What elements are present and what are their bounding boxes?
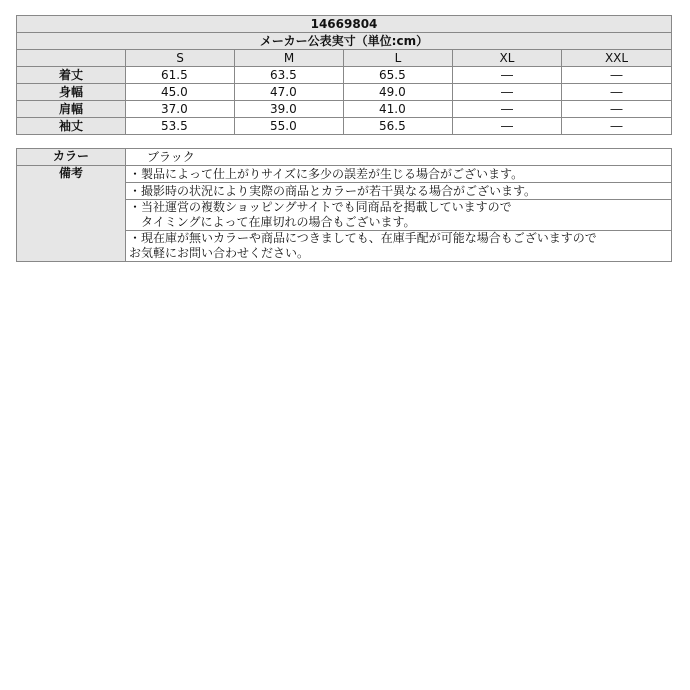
row-label: 袖丈: [17, 118, 126, 135]
value-cell: ―: [562, 118, 672, 135]
size-header-m: M: [235, 50, 344, 67]
note-cell: [126, 183, 672, 200]
size-header-xxl: XXL: [562, 50, 672, 67]
value-cell: ―: [562, 84, 672, 101]
note-text: タイミングによって在庫切れの場合もございます。: [129, 215, 416, 229]
value-cell: ―: [562, 101, 672, 118]
size-row-sleeve: [17, 118, 672, 135]
notes-label: 備考: [17, 166, 126, 262]
value-cell: 55.0: [235, 118, 344, 135]
note-cell: [126, 231, 672, 262]
note-text: ・製品によって仕上がりサイズに多少の誤差が生じる場合がございます。: [129, 166, 524, 181]
size-header-xl: XL: [453, 50, 562, 67]
color-value-text: ブラック: [147, 149, 195, 164]
size-header-l: L: [344, 50, 453, 67]
value-cell: ―: [453, 101, 562, 118]
row-label: 肩幅: [17, 101, 126, 118]
size-row-width: [17, 84, 672, 101]
size-table: [16, 15, 672, 135]
value-cell: ―: [562, 67, 672, 84]
value-cell: 56.5: [344, 118, 453, 135]
corner-cell: [17, 50, 126, 67]
row-label: 着丈: [17, 67, 126, 84]
note-cell: [126, 200, 672, 231]
value-cell: ―: [453, 118, 562, 135]
color-value: [126, 149, 672, 166]
value-cell: 65.5: [344, 67, 453, 84]
note-row-1: [17, 166, 672, 183]
size-header-s: S: [126, 50, 235, 67]
color-label: カラー: [17, 149, 126, 166]
note-text: ・撮影時の状況により実際の商品とカラーが若干異なる場合がございます。: [129, 183, 537, 198]
row-label: 身幅: [17, 84, 126, 101]
value-cell: 39.0: [235, 101, 344, 118]
value-cell: 41.0: [344, 101, 453, 118]
color-row: [17, 149, 672, 166]
value-cell: 37.0: [126, 101, 235, 118]
product-code: 14669804: [17, 16, 672, 33]
value-cell: 47.0: [235, 84, 344, 101]
value-cell: 63.5: [235, 67, 344, 84]
caption-row: [17, 33, 672, 50]
size-row-shoulder: [17, 101, 672, 118]
value-cell: ―: [453, 84, 562, 101]
value-cell: 45.0: [126, 84, 235, 101]
note-cell: [126, 166, 672, 183]
value-cell: 61.5: [126, 67, 235, 84]
size-header-row: [17, 50, 672, 67]
value-cell: 49.0: [344, 84, 453, 101]
size-row-length: [17, 67, 672, 84]
note-text: ・現在庫が無いカラーや商品につきましても、在庫手配が可能な場合もございますので: [129, 231, 597, 245]
product-code-row: [17, 16, 672, 33]
note-text: お気軽にお問い合わせください。: [129, 246, 310, 260]
size-caption: メーカー公表実寸（単位:cm）: [17, 33, 672, 50]
value-cell: ―: [453, 67, 562, 84]
info-table: [16, 148, 672, 262]
note-text: ・当社運営の複数ショッピングサイトでも同商品を掲載していますので: [129, 200, 512, 214]
value-cell: 53.5: [126, 118, 235, 135]
